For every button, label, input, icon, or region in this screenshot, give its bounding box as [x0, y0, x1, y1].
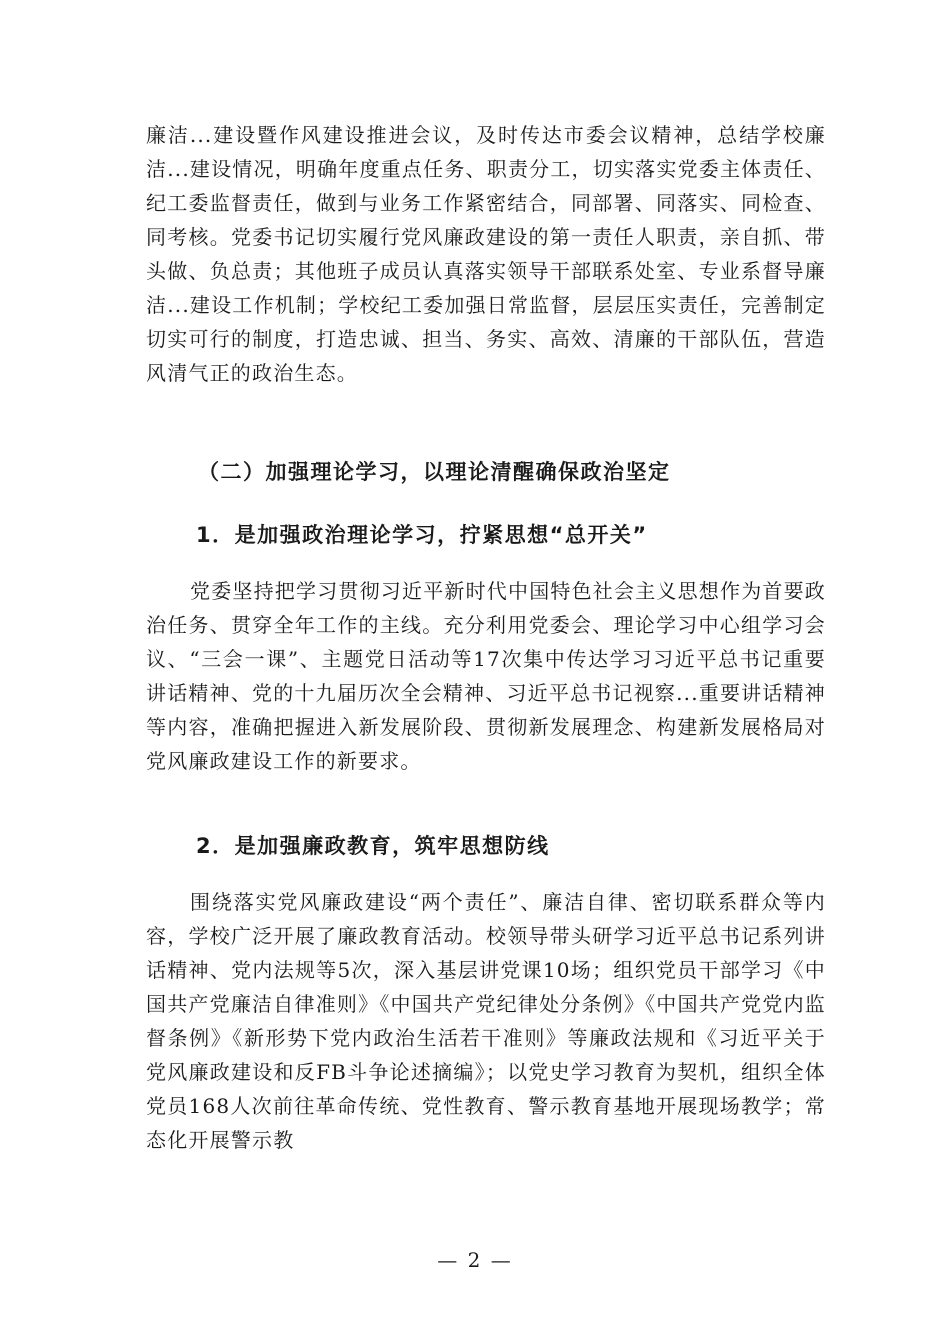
body-paragraph-1: 廉洁...建设暨作风建设推进会议，及时传达市委会议精神，总结学校廉洁...建设情况，明确年度重点任务、职责分工，切实落实党委主体责任、纪工委监督责任，做到与业务工作紧密结合，同部署、同落实、同检查、同考核。党委书记切实履行党风廉政建设的第一责任人职责，亲自抓、带头做、负总责；其他班子成员认真落实领导干部联系处室、专业系督导廉洁...建设工作机制；学校纪工委加强日常监督，层层压实责任，完善制定切实可行的制度，打造忠诚、担当、务实、高效、清廉的干部队伍，营造风清气正的政治生态。	[146, 123, 826, 385]
body-paragraph-3: 围绕落实党风廉政建设“两个责任”、廉洁自律、密切联系群众等内容，学校广泛开展了廉政教育活动。校领导带头研学习近平总书记系列讲话精神、党内法规等5次，深入基层讲党课10场；组织党员干部学习《中国共产党廉洁自律准则》《中国共产党纪律处分条例》《中国共产党党内监督条例》《新形势下党内政治生活若干准则》等廉政法规和《习近平关于党风廉政建设和反FB斗争论述摘编》；以党史学习教育为契机，组织全体党员168人次前往革命传统、党性教育、警示教育基地开展现场教学；常态化开展警示教	[146, 890, 826, 1152]
subheading-2: 2．是加强廉政教育，筑牢思想防线	[196, 834, 550, 858]
section-heading: （二）加强理论学习，以理论清醒确保政治坚定	[198, 460, 671, 484]
body-paragraph-2: 党委坚持把学习贯彻习近平新时代中国特色社会主义思想作为首要政治任务、贯穿全年工作的主线。充分利用党委会、理论学习中心组学习会议、“三会一课”、主题党日活动等17次集中传达学习习近平总书记重要讲话精神、党的十九届历次全会精神、习近平总书记视察...重要讲话精神等内容，准确把握进入新发展阶段、贯彻新发展理念、构建新发展格局对党风廉政建设工作的新要求。	[146, 579, 826, 773]
subheading-1: 1．是加强政治理论学习，拧紧思想“总开关”	[196, 523, 648, 547]
page-number: — 2 —	[437, 1248, 513, 1272]
